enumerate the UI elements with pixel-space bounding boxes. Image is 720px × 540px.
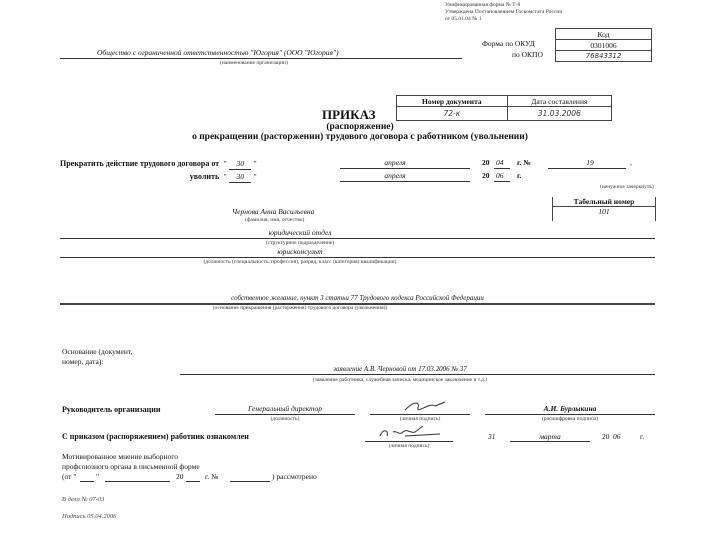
form-line: от 05.01.04 № 1 <box>445 16 482 22</box>
date-grid <box>60 157 259 183</box>
tab-number-box <box>552 197 656 221</box>
doc-number: 72-к <box>397 107 508 121</box>
department-caption: (структурное подразделение) <box>265 240 335 246</box>
union-line3-a: (от " <box>62 472 77 481</box>
quote: " <box>96 472 100 481</box>
union-line: профсоюзного органа в письменной форме <box>62 462 200 471</box>
dismiss-month: апреля <box>384 171 406 180</box>
tab-number: 101 <box>598 207 610 216</box>
divider <box>60 58 462 59</box>
year-suffix: г. <box>640 432 645 441</box>
name-caption: (фамилия, имя, отчество) <box>245 217 305 223</box>
doc-date-header: Дата составления <box>507 96 611 107</box>
year-prefix: 20 <box>602 432 610 441</box>
dismiss-day: 30 <box>229 171 251 183</box>
organization-name: Общество с ограниченной ответственностью "Югория" (ООО "Югория") <box>97 48 339 57</box>
year-prefix: 20 <box>176 472 184 481</box>
dismiss-label: уволить <box>189 172 220 181</box>
year-suffix: г. <box>517 171 522 180</box>
head-label: Руководитель организации <box>62 405 161 414</box>
okud-label: Форма по ОКУД <box>482 39 535 48</box>
codes-table <box>555 28 652 62</box>
quote: " <box>223 172 227 181</box>
dismiss-note: (ненужное зачеркнуть) <box>600 184 654 190</box>
termination-month: апреля <box>384 158 406 167</box>
quote: " <box>223 159 227 168</box>
position: юрисконсульт <box>277 247 323 256</box>
acknowledge-label: С приказом (распоряжением) работник ознакомлен <box>62 432 249 441</box>
basis-caption: (заявление работника, служебная записка, медицинское заключение и т.д.) <box>312 377 488 383</box>
quote: " <box>253 159 257 168</box>
doc-date: 31.03.2006 <box>507 107 611 121</box>
ack-year: 06 <box>613 432 621 441</box>
okpo-value: 76843312 <box>556 51 652 62</box>
title-sub: (распоряжение) <box>326 122 394 132</box>
number-label: г. № <box>205 472 219 481</box>
basis-label: номер, дата): <box>62 357 104 366</box>
form-line: Утверждена Постановлением Госкомстата России <box>445 9 563 15</box>
ack-day: 31 <box>488 432 496 441</box>
tab-number-header: Табельный номер <box>553 197 655 207</box>
ack-month: марта <box>539 432 561 441</box>
termination-number: 19 <box>586 158 594 167</box>
organization-caption: (наименование организации) <box>220 60 288 66</box>
note-line: Подпись 05.04.2006 <box>62 513 117 520</box>
head-name: А.И. Бурлыкина <box>543 404 597 413</box>
department: юридический отдел <box>268 228 332 237</box>
title-sub: о прекращении (расторжении) трудового договора с работником (увольнении) <box>192 132 528 142</box>
form-line: Унифицированная форма № Т-8 <box>445 2 521 8</box>
union-considered: ) рассмотрено <box>272 472 317 481</box>
termination-year: 04 <box>496 158 504 167</box>
year-prefix: 20 <box>482 171 490 180</box>
year-prefix: 20 <box>482 158 490 167</box>
okud-value: 0301006 <box>556 40 652 51</box>
signature-caption: (личная подпись) <box>399 416 441 422</box>
basis-label: Основание (документ, <box>62 347 133 356</box>
code-header: Код <box>556 29 652 40</box>
quote: " <box>253 172 257 181</box>
signature-caption: (личная подпись) <box>388 443 430 449</box>
doc-number-header: Номер документа <box>397 96 508 107</box>
note-line: В дело № 07-03 <box>62 496 105 503</box>
head-position: Генеральный директор <box>248 404 322 413</box>
union-line: Мотивированное мнение выборного <box>62 452 178 461</box>
page-title: ПРИКАЗ <box>322 107 376 122</box>
comma: , <box>630 158 632 167</box>
dismiss-year: 06 <box>496 171 504 180</box>
okpo-label: по ОКПО <box>512 50 543 59</box>
position-caption: (должность (специальность, профессия), разряд, класс (категория) квалификации) <box>203 259 397 265</box>
ground-caption: (основание прекращения (расторжения) трудового договора (увольнения)) <box>212 305 388 311</box>
name-caption: (расшифровка подписи) <box>541 416 599 422</box>
basis-text: заявление А.В. Черновой от 17.03.2006 № 37 <box>333 365 467 373</box>
document-table <box>396 95 612 121</box>
termination-day: 30 <box>229 158 251 170</box>
termination-label: Прекратить действие трудового договора от <box>60 159 220 168</box>
head-signature <box>400 398 450 414</box>
position-caption: (должность) <box>270 416 300 422</box>
employee-name: Чернова Анна Васильевна <box>232 207 315 216</box>
number-label: г. № <box>517 158 531 167</box>
employee-signature <box>375 422 445 442</box>
ground-text: собственное желание, пункт 3 статьи 77 Трудового кодекса Российской Федерации <box>231 294 484 302</box>
